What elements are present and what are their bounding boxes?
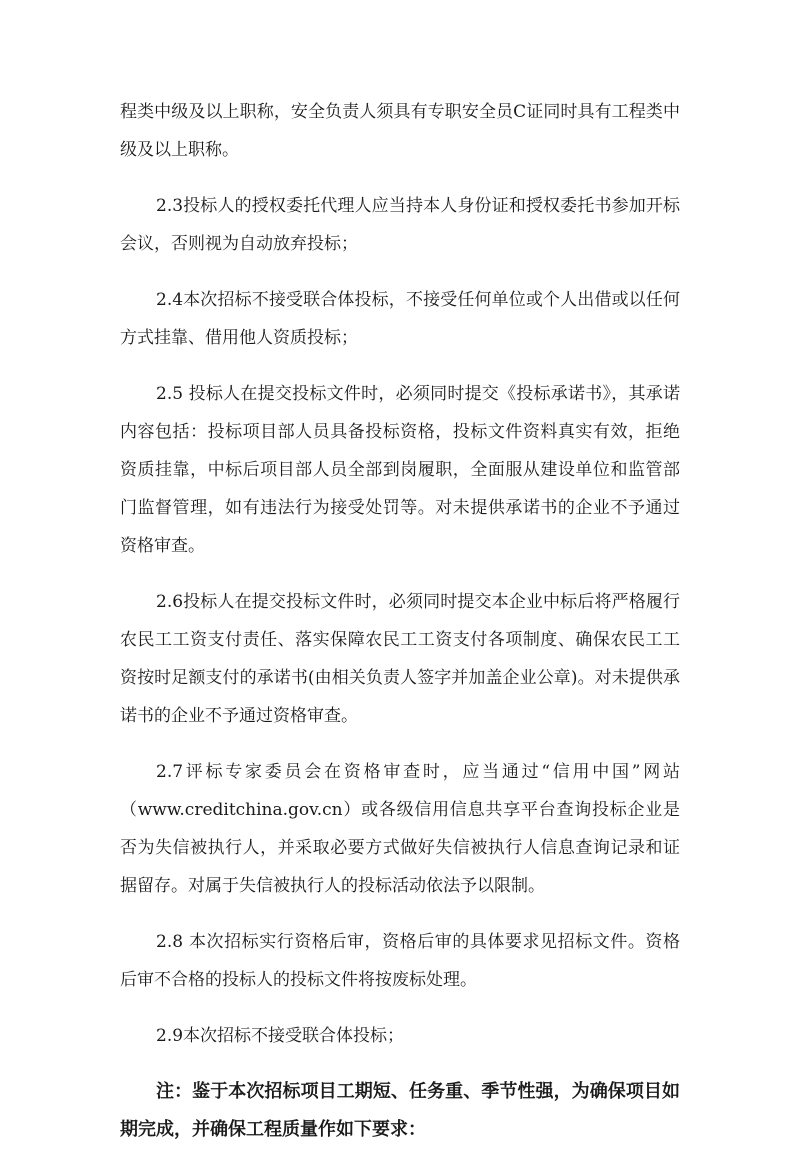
paragraph-2-7: 2.7评标专家委员会在资格审查时，应当通过“信用中国”网站（www.creditchina.gov.cn）或各级信用信息共享平台查询投标企业是否为失信被执行人，并采取必要方式做好失信被执行人信息查询记录和证据留存。对属于失信被执行人的投标活动依法予以限制。 [120,762,680,896]
paragraph-qualification-continued: 程类中级及以上职称，安全负责人须具有专职安全员C证同时具有工程类中级及以上职称。 [120,102,680,160]
document-body [120,93,680,1167]
paragraph-2-9: 2.9本次招标不接受联合体投标； [156,1026,405,1046]
note-paragraph: 注：鉴于本次招标项目工期短、任务重、季节性强，为确保项目如期完成，并确保工程质量作如下要求： [120,1081,680,1140]
paragraph-2-5: 2.5 投标人在提交投标文件时，必须同时提交《投标承诺书》，其承诺内容包括：投标项目部人员具备投标资格，投标文件资料真实有效，拒绝资质挂靠，中标后项目部人员全部到岗履职，全面服从建设单位和监管部门监督管理，如有违法行为接受处罚等。对未提供承诺书的企业不予通过资格审查。 [120,384,680,556]
paragraph-2-3: 2.3投标人的授权委托代理人应当持本人身份证和授权委托书参加开标会议，否则视为自动放弃投标； [120,196,680,254]
paragraph-2-4: 2.4本次招标不接受联合体投标，不接受任何单位或个人出借或以任何方式挂靠、借用他人资质投标； [120,290,680,348]
paragraph-2-6: 2.6投标人在提交投标文件时，必须同时提交本企业中标后将严格履行农民工工资支付责任、落实保障农民工工资支付各项制度、确保农民工工资按时足额支付的承诺书(由相关负责人签字并加盖企业公章)。对未提供承诺书的企业不予通过资格审查。 [120,592,680,726]
paragraph-2-8: 2.8 本次招标实行资格后审，资格后审的具体要求见招标文件。资格后审不合格的投标人的投标文件将按废标处理。 [120,932,680,990]
